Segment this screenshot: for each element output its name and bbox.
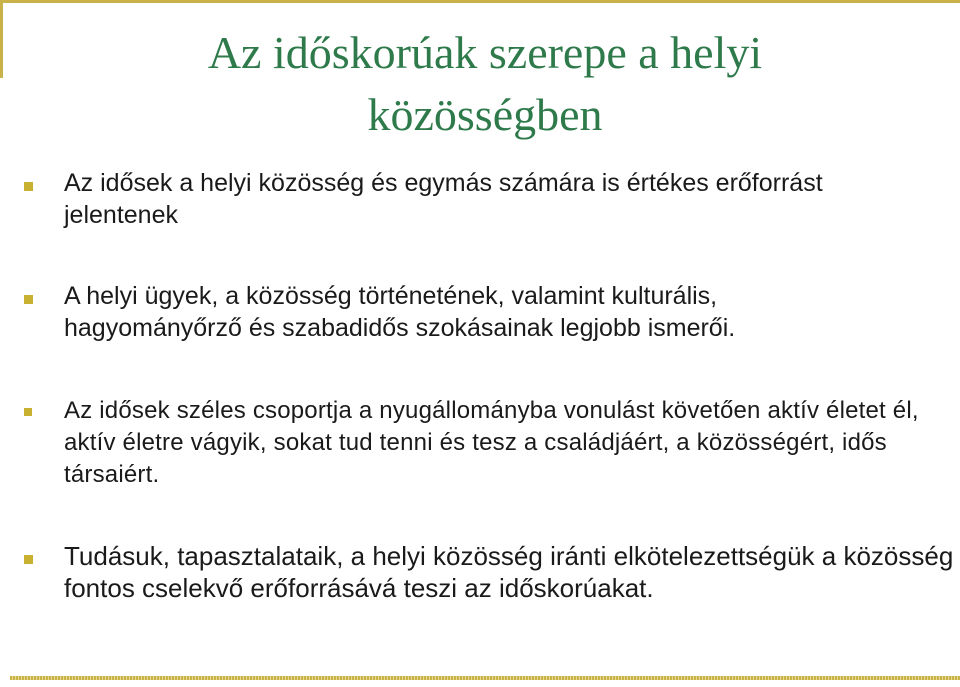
bullet-text: Az idősek a helyi közösség és egymás számára is értékes erőforrást jelentenek [64, 169, 823, 229]
bullet-text: A helyi ügyek, a közösség történetének, valamint kulturális, hagyományőrző és szabadidős szokásainak legjobb ismerői. [64, 282, 736, 342]
slide-frame-top [0, 0, 960, 3]
slide-title: Az időskorúak szerepe a helyi közösségben [207, 27, 763, 140]
square-bullet-icon [24, 408, 32, 416]
bullet-text: Tudásuk, tapasztalataik, a helyi közösség iránti elkötelezettségük a közösség fontos cselekvő erőforrásává teszi az időskorúakat. [64, 541, 954, 603]
bullet-text: Az idősek széles csoportja a nyugállományba vonulást követően aktív életet él, aktív életre vágyik, sokat tud tenni és tesz a családjáért, a közösségért, idős társaiért. [64, 397, 919, 488]
slide-frame-left [0, 0, 3, 78]
square-bullet-icon [24, 295, 33, 304]
square-bullet-icon [24, 555, 33, 564]
slide-frame-bottom [10, 676, 960, 680]
square-bullet-icon [24, 182, 33, 191]
